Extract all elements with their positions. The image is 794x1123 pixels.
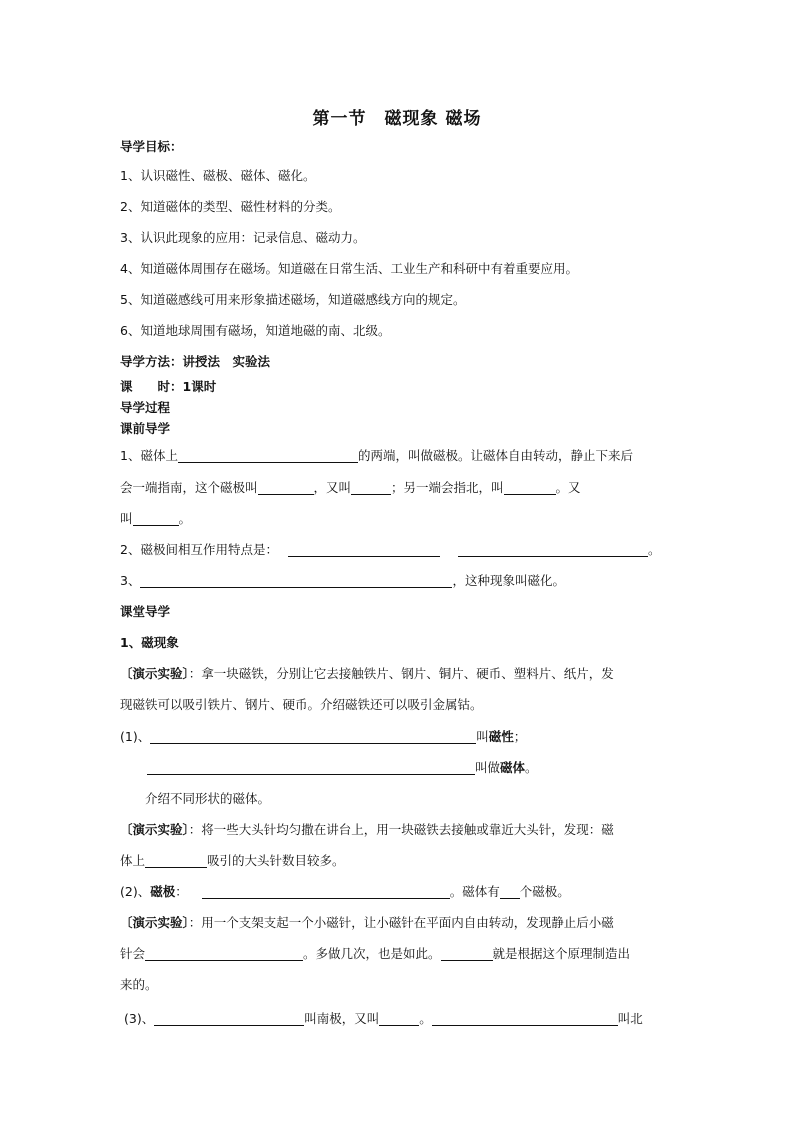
blank-field[interactable] xyxy=(351,480,391,495)
blank-field[interactable] xyxy=(258,480,314,495)
blank-field[interactable] xyxy=(150,729,476,744)
blank-field[interactable] xyxy=(178,448,358,463)
demo-1-line-2: 现磁铁可以吸引铁片、钢片、硬币。介绍磁铁还可以吸引金属钴。 xyxy=(120,697,483,712)
pre-question-1-line-2: 会一端指南，这个磁极叫 ，又叫 ；另一端会指北，叫 。又 xyxy=(120,480,581,495)
blank-field[interactable] xyxy=(154,1011,304,1026)
blank-field[interactable] xyxy=(288,542,440,557)
demo-3-line-2: 针会 。多做几次，也是如此。 就是根据这个原理制造出 xyxy=(120,946,631,961)
blank-field[interactable] xyxy=(140,573,452,588)
objective-item-6: 6、知道地球周围有磁场，知道地磁的南、北级。 xyxy=(120,323,391,338)
objective-item-2: 2、知道磁体的类型、磁性材料的分类。 xyxy=(120,199,341,214)
pre-question-2: 2、磁极间相互作用特点是： 。 xyxy=(120,542,661,557)
page-title: 第一节 磁现象 磁场 xyxy=(312,109,482,129)
section-1-heading: 1、磁现象 xyxy=(120,635,179,650)
demo-3-line-1: 〔演示实验〕：用一个支架支起一个小磁针，让小磁针在平面内自由转动，发现静止后小磁 xyxy=(120,915,614,930)
blank-field[interactable] xyxy=(133,511,179,526)
pre-question-3: 3、 ，这种现象叫磁化。 xyxy=(120,573,565,588)
pre-question-1-line-1: 1、磁体上 的两端，叫做磁极。让磁体自由转动，静止下来后 xyxy=(120,448,633,463)
blank-field[interactable] xyxy=(441,946,493,961)
pre-question-1-line-3: 叫 。 xyxy=(120,511,192,526)
process-heading: 导学过程 xyxy=(120,400,171,415)
blank-field[interactable] xyxy=(145,946,303,961)
objective-item-3: 3、认识此现象的应用：记录信息、磁动力。 xyxy=(120,230,366,245)
demo-2-line-1: 〔演示实验〕：将一些大头针均匀撒在讲台上，用一块磁铁去接触或靠近大头针，发现：磁 xyxy=(120,822,614,837)
item-1-line-2: 叫做磁体。 xyxy=(147,758,538,778)
blank-field[interactable] xyxy=(432,1011,618,1026)
method-line: 导学方法：讲授法 实验法 xyxy=(120,354,271,369)
demo-label: 〔演示实验〕 xyxy=(120,915,189,930)
blank-field[interactable] xyxy=(458,542,648,557)
objectives-heading: 导学目标： xyxy=(120,139,183,154)
blank-field[interactable] xyxy=(147,760,475,775)
demo-label: 〔演示实验〕 xyxy=(120,666,189,681)
objective-item-1: 1、认识磁性、磁极、磁体、磁化。 xyxy=(120,168,316,183)
item-1-line-1: (1)、 叫磁性； xyxy=(120,729,527,744)
blank-field[interactable] xyxy=(202,884,450,899)
class-heading: 课堂导学 xyxy=(120,604,171,619)
item-3: (3)、 叫南极，又叫 。 叫北 xyxy=(124,1011,643,1026)
blank-field[interactable] xyxy=(145,853,207,868)
objective-item-4: 4、知道磁体周围存在磁场。知道磁在日常生活、工业生产和科研中有着重要应用。 xyxy=(120,261,578,276)
blank-field[interactable] xyxy=(504,480,556,495)
item-2: (2)、磁极： 。磁体有 个磁极。 xyxy=(120,884,570,899)
demo-2-line-2: 体上 吸引的大头针数目较多。 xyxy=(120,853,345,868)
hours-line: 课 时：1课时 xyxy=(120,379,217,394)
demo-1-line-1: 〔演示实验〕：拿一块磁铁，分别让它去接触铁片、钢片、铜片、硬币、塑料片、纸片，发 xyxy=(120,666,614,681)
intro-shapes: 介绍不同形状的磁体。 xyxy=(145,791,271,806)
pre-heading: 课前导学 xyxy=(120,421,171,436)
objective-item-5: 5、知道磁感线可用来形象描述磁场，知道磁感线方向的规定。 xyxy=(120,292,466,307)
demo-label: 〔演示实验〕 xyxy=(120,822,189,837)
blank-field[interactable] xyxy=(379,1011,419,1026)
demo-3-line-3: 来的。 xyxy=(120,977,158,992)
blank-field[interactable] xyxy=(500,884,520,899)
